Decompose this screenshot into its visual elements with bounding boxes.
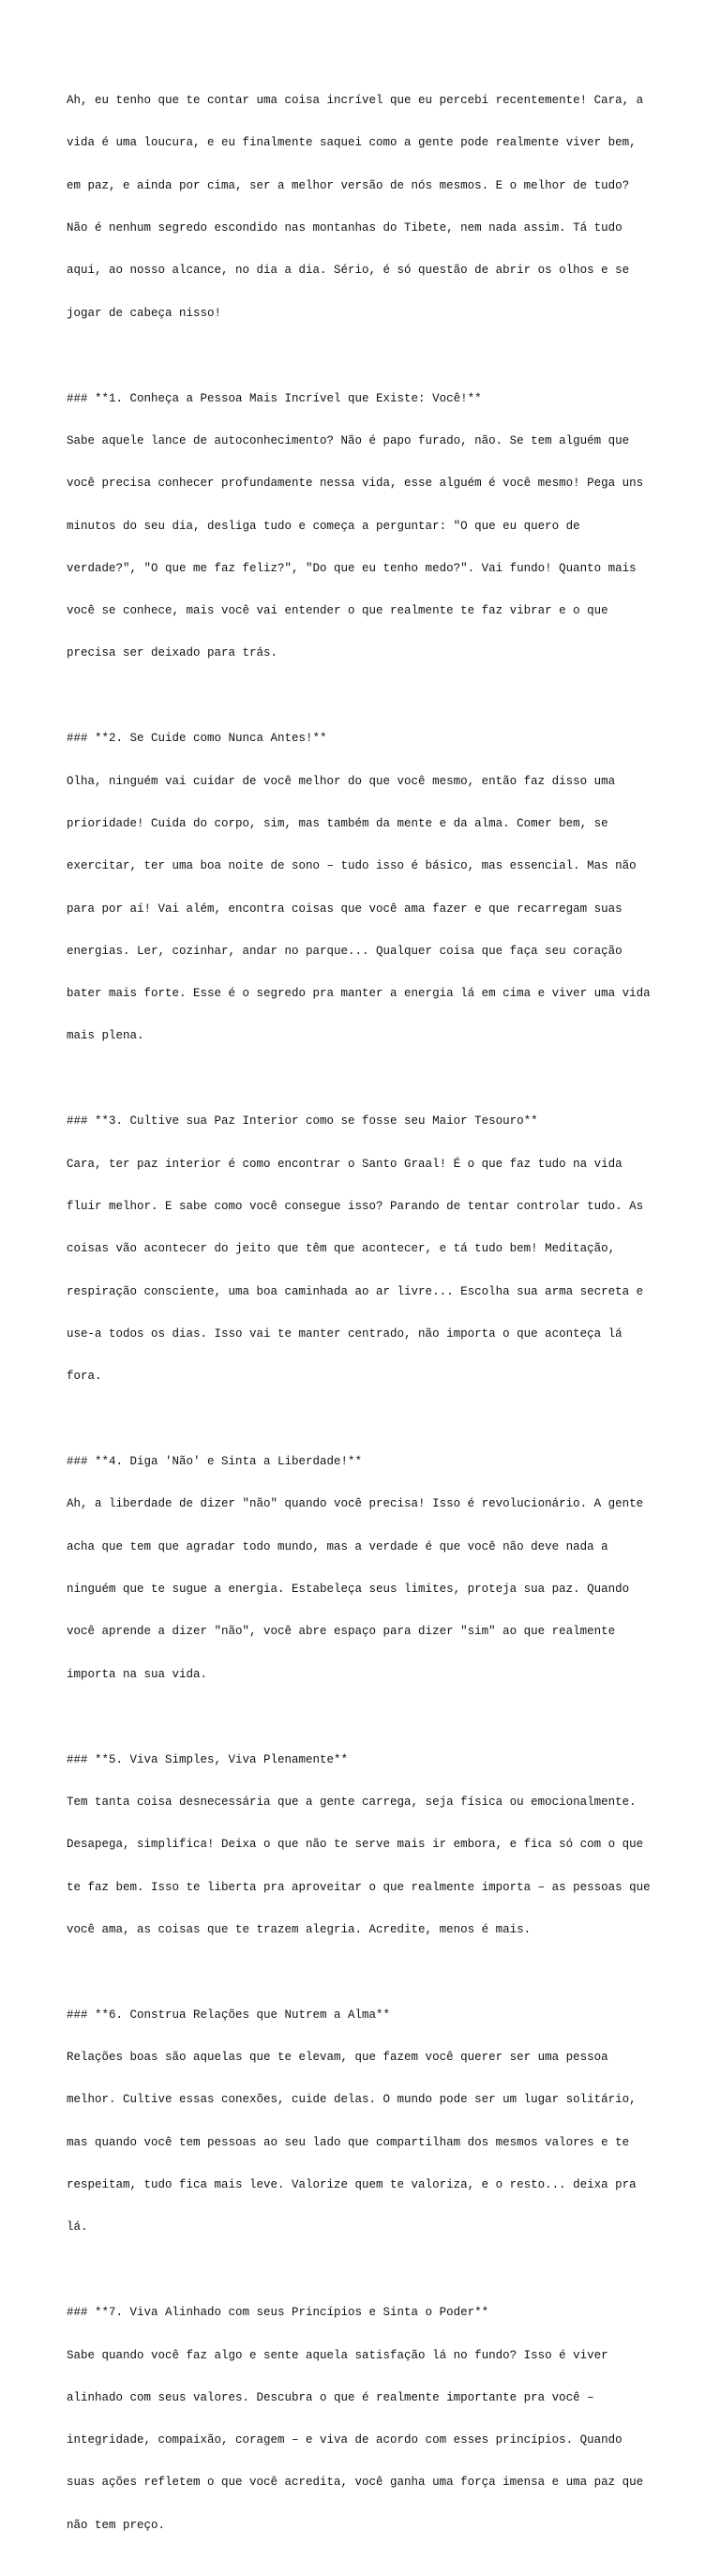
section-heading: ### **3. Cultive sua Paz Interior como se fosse seu Maior Tesouro**	[67, 1114, 538, 1129]
text-line: mas quando você tem pessoas ao seu lado que compartilham dos mesmos valores e te	[67, 2135, 630, 2149]
section-heading: ### **1. Conheça a Pessoa Mais Incrível que Existe: Você!**	[67, 391, 482, 405]
section-7	[67, 2278, 667, 2561]
text-line: importa na sua vida.	[67, 1667, 208, 1681]
text-line: Olha, ninguém vai cuidar de você melhor do que você mesmo, então faz disso uma	[67, 774, 616, 788]
text-line: te faz bem. Isso te liberta pra aproveitar o que realmente importa – as pessoas que	[67, 1880, 651, 1894]
text-line: verdade?", "O que me faz feliz?", "Do que eu tenho medo?". Vai fundo! Quanto mais	[67, 561, 637, 575]
text-line: aqui, ao nosso alcance, no dia a dia. Sério, é só questão de abrir os olhos e se	[67, 264, 630, 278]
text-line: Cara, ter paz interior é como encontrar o Santo Graal! É o que faz tudo na vida	[67, 1157, 622, 1171]
text-line: você precisa conhecer profundamente nessa vida, esse alguém é você mesmo! Pega uns	[67, 477, 644, 491]
text-line: integridade, compaixão, coragem – e viva de acordo com esses princípios. Quando	[67, 2433, 622, 2447]
text-line: acha que tem que agradar todo mundo, mas a verdade é que você não deve nada a	[67, 1539, 608, 1553]
section-heading: ### **2. Se Cuide como Nunca Antes!**	[67, 732, 327, 746]
text-line: vida é uma loucura, e eu finalmente saquei como a gente pode realmente viver bem,	[67, 136, 637, 150]
text-line: energias. Ler, cozinhar, andar no parque... Qualquer coisa que faça seu coração	[67, 944, 622, 958]
text-line: suas ações refletem o que você acredita, você ganha uma força imensa e uma paz que	[67, 2476, 644, 2490]
intro-paragraph	[67, 66, 667, 349]
section-2	[67, 704, 667, 1071]
text-line: precisa ser deixado para trás.	[67, 646, 278, 660]
text-line: Relações boas são aquelas que te elevam, que fazem você querer ser uma pessoa	[67, 2051, 608, 2065]
text-line: jogar de cabeça nisso!	[67, 306, 222, 320]
section-4	[67, 1427, 667, 1710]
text-line: exercitar, ter uma boa noite de sono – tudo isso é básico, mas essencial. Mas não	[67, 859, 637, 873]
text-line: prioridade! Cuida do corpo, sim, mas também da mente e da alma. Comer bem, se	[67, 816, 608, 830]
text-line: use-a todos os dias. Isso vai te manter centrado, não importa o que aconteça lá	[67, 1326, 622, 1341]
text-line: Sabe aquele lance de autoconhecimento? Não é papo furado, não. Se tem alguém que	[67, 433, 630, 447]
text-line: melhor. Cultive essas conexões, cuide delas. O mundo pode ser um lugar solitário,	[67, 2093, 637, 2107]
text-line: para por aí! Vai além, encontra coisas que você ama fazer e que recarregam suas	[67, 902, 622, 916]
text-line: fora.	[67, 1370, 102, 1384]
section-1	[67, 363, 667, 689]
section-heading: ### **6. Construa Relações que Nutrem a Alma**	[67, 2008, 391, 2022]
text-line: Desapega, simplifica! Deixa o que não te serve mais ir embora, e fica só com o que	[67, 1838, 644, 1852]
text-line: em paz, e ainda por cima, ser a melhor versão de nós mesmos. E o melhor de tudo?	[67, 178, 630, 192]
text-line: bater mais forte. Esse é o segredo pra manter a energia lá em cima e viver uma vida	[67, 987, 651, 1001]
text-line: alinhado com seus valores. Descubra o que é realmente importante pra você –	[67, 2390, 594, 2404]
section-heading: ### **5. Viva Simples, Viva Plenamente**	[67, 1752, 349, 1766]
text-line: você se conhece, mais você vai entender o que realmente te faz vibrar e o que	[67, 604, 608, 618]
text-line: lá.	[67, 2220, 88, 2235]
section-3	[67, 1086, 667, 1412]
text-line: Sabe quando você faz algo e sente aquela satisfação lá no fundo? Isso é viver	[67, 2348, 608, 2362]
section-6	[67, 1980, 667, 2264]
text-line: Ah, eu tenho que te contar uma coisa incrível que eu percebi recentemente! Cara, a	[67, 94, 644, 108]
text-line: coisas vão acontecer do jeito que têm que acontecer, e tá tudo bem! Meditação,	[67, 1242, 616, 1256]
section-heading: ### **7. Viva Alinhado com seus Princípios e Sinta o Poder**	[67, 2306, 489, 2320]
section-5	[67, 1724, 667, 1965]
document-page	[67, 66, 667, 2576]
text-line: respeitam, tudo fica mais leve. Valorize quem te valoriza, e o resto... deixa pra	[67, 2177, 637, 2191]
text-line: você aprende a dizer "não", você abre espaço para dizer "sim" ao que realmente	[67, 1625, 616, 1639]
text-line: Tem tanta coisa desnecessária que a gente carrega, seja física ou emocionalmente.	[67, 1795, 637, 1809]
text-line: ninguém que te sugue a energia. Estabeleça seus limites, proteja sua paz. Quando	[67, 1583, 630, 1597]
text-line: Não é nenhum segredo escondido nas montanhas do Tibete, nem nada assim. Tá tudo	[67, 221, 622, 235]
text-line: respiração consciente, uma boa caminhada ao ar livre... Escolha sua arma secreta e	[67, 1284, 644, 1298]
text-line: fluir melhor. E sabe como você consegue isso? Parando de tentar controlar tudo. As	[67, 1200, 644, 1213]
text-line: você ama, as coisas que te trazem alegria. Acredite, menos é mais.	[67, 1922, 532, 1936]
text-line: Ah, a liberdade de dizer "não" quando você precisa! Isso é revolucionário. A gente	[67, 1497, 644, 1511]
section-heading: ### **4. Diga 'Não' e Sinta a Liberdade!**	[67, 1455, 363, 1469]
text-line: não tem preço.	[67, 2518, 166, 2532]
text-line: mais plena.	[67, 1029, 144, 1043]
text-line: minutos do seu dia, desliga tudo e começa a perguntar: "O que eu quero de	[67, 519, 580, 533]
